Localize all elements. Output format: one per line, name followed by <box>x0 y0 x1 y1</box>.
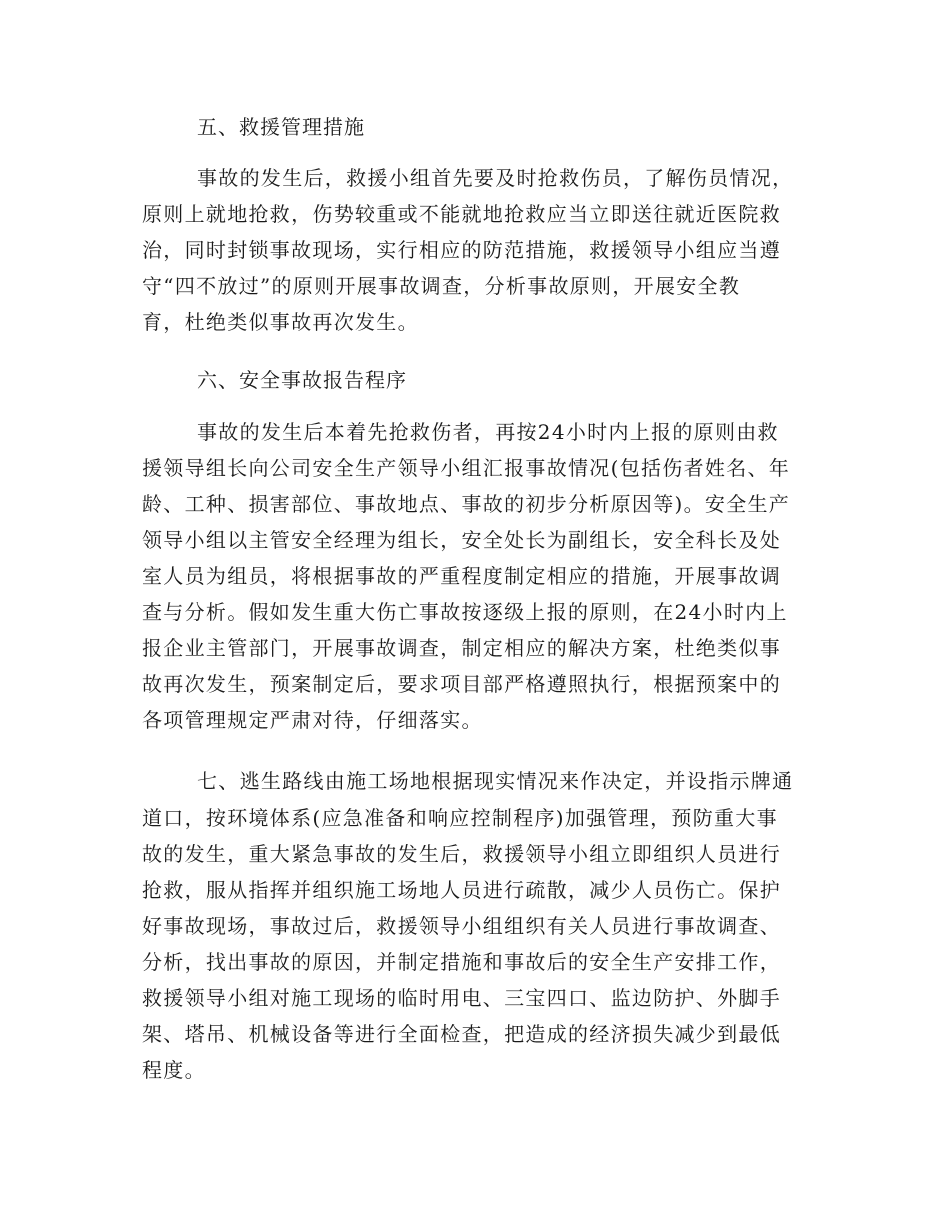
section-6-line-1: 事故的发生后本着先抢救伤者，再按24小时内上报的原则由救 <box>197 420 779 444</box>
section-5-line-1: 事故的发生后，救援小组首先要及时抢救伤员，了解伤员情况， <box>197 166 794 190</box>
section-7-line-5: 好事故现场，事故过后，救援领导小组组织有关人员进行事故调查、 <box>142 914 781 938</box>
section-7-line-1: 七、逃生路线由施工场地根据现实情况来作决定，并设指示牌通 <box>197 769 794 793</box>
section-5-line-2: 原则上就地抢救，伤势较重或不能就地抢救应当立即送往就近医院救 <box>142 202 781 226</box>
section-5-line-4: 守“四不放过”的原则开展事故调查，分析事故原则，开展安全教 <box>142 274 741 298</box>
section-6-line-4: 领导小组以主管安全经理为组长，安全处长为副组长，安全科长及处 <box>142 528 781 552</box>
section-6-line-8: 故再次发生，预案制定后，要求项目部严格遵照执行，根据预案中的 <box>142 672 781 696</box>
section-6-line-3: 龄、工种、损害部位、事故地点、事故的初步分析原因等)。安全生产 <box>142 492 791 516</box>
section-7-line-3: 故的发生，重大紧急事故的发生后，救援领导小组立即组织人员进行 <box>142 842 781 866</box>
section-7-line-2: 道口，按环境体系(应急准备和响应控制程序)加强管理，预防重大事 <box>142 806 778 830</box>
section-5-line-5: 育，杜绝类似事故再次发生。 <box>142 310 419 334</box>
section-7-line-6: 分析，找出事故的原因，并制定措施和事故后的安全生产安排工作， <box>142 950 781 974</box>
section-6-line-5: 室人员为组员，将根据事故的严重程度制定相应的措施，开展事故调 <box>142 564 781 588</box>
section-6-line-2: 援领导组长向公司安全生产领导小组汇报事故情况(包括伤者姓名、年 <box>142 456 791 480</box>
section-6-heading: 六、安全事故报告程序 <box>197 368 407 392</box>
section-6-line-9: 各项管理规定严肃对待，仔细落实。 <box>142 708 483 732</box>
section-7-line-9: 程度。 <box>142 1058 206 1082</box>
section-6-line-6: 查与分析。假如发生重大伤亡事故按逐级上报的原则，在24小时内上 <box>142 600 788 624</box>
section-7-line-7: 救援领导小组对施工现场的临时用电、三宝四口、监边防护、外脚手 <box>142 986 781 1010</box>
section-6-line-7: 报企业主管部门，开展事故调查，制定相应的解决方案，杜绝类似事 <box>142 636 781 660</box>
section-7-line-8: 架、塔吊、机械设备等进行全面检查，把造成的经济损失减少到最低 <box>142 1022 781 1046</box>
section-5-line-3: 治，同时封锁事故现场，实行相应的防范措施，救援领导小组应当遵 <box>142 238 781 262</box>
section-7-line-4: 抢救，服从指挥并组织施工场地人员进行疏散，减少人员伤亡。保护 <box>142 878 781 902</box>
section-5-heading: 五、救援管理措施 <box>197 115 365 139</box>
